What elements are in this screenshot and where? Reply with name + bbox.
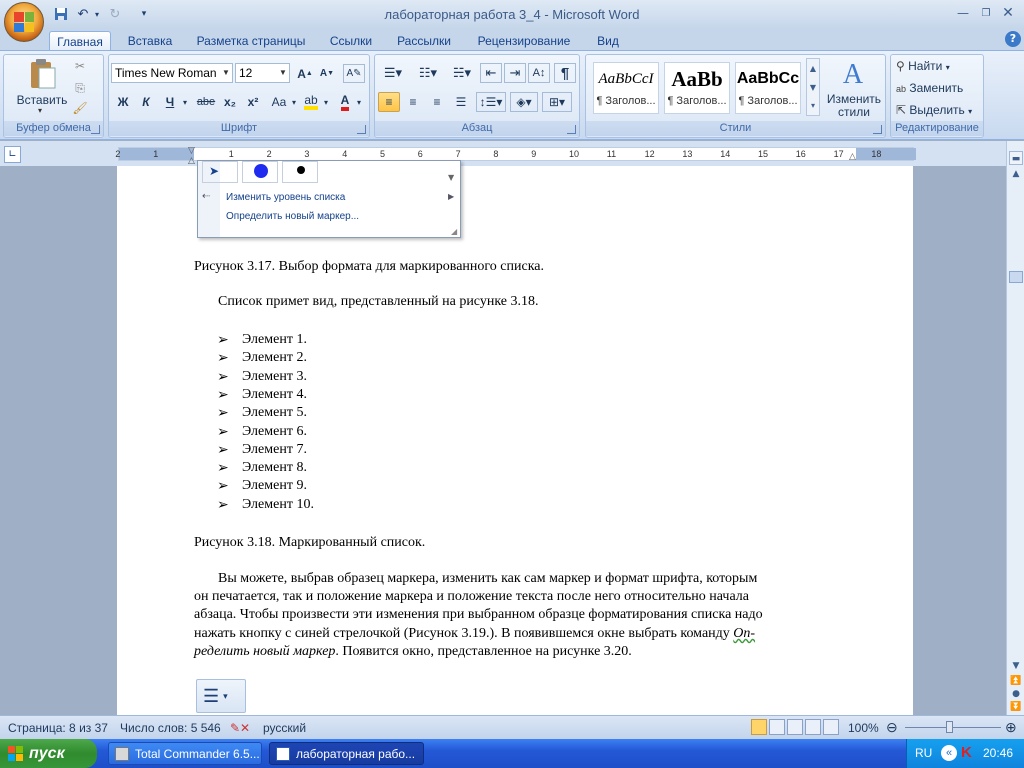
gallery-more-icon[interactable]: ▼	[448, 173, 455, 182]
subscript-button[interactable]: x₂	[223, 95, 236, 109]
ruler-tick-label: 17	[833, 149, 844, 159]
paragraph-line: абзаца. Чтобы произвести эти изменения при выбранном образце форматирования списка надо	[194, 607, 763, 622]
style-gallery-item[interactable]	[593, 62, 659, 114]
undo-dropdown-icon[interactable]: ▾	[94, 9, 99, 19]
borders-icon[interactable]: ⊞▾	[542, 92, 572, 112]
font-size-combo[interactable]	[235, 63, 290, 83]
zoom-in-icon[interactable]: ⊕	[1005, 719, 1017, 735]
office-logo-icon	[14, 12, 34, 32]
ruler-tick-label: 1	[228, 149, 234, 159]
black-dot-bullet-option[interactable]	[282, 161, 318, 183]
bullet-marker-icon: ➢	[217, 386, 229, 403]
list-item: Элемент 8.	[242, 460, 307, 476]
paragraph-group-label: Абзац	[375, 121, 579, 136]
ruler-right-margin	[856, 148, 916, 160]
ruler-tick-label: 2	[115, 149, 121, 159]
font-group-label: Шрифт	[109, 121, 369, 136]
paste-icon[interactable]	[28, 58, 58, 90]
next-page-icon[interactable]: ⏬	[1010, 702, 1022, 712]
arrow-bullet-option[interactable]: ➤	[202, 161, 238, 183]
bold-button[interactable]: Ж	[117, 95, 129, 109]
copy-icon[interactable]: ⎘	[75, 80, 85, 95]
save-icon[interactable]	[52, 5, 70, 23]
paragraph-text: . Появится окно, представленное на рисунке 3.20.	[335, 644, 632, 659]
grow-font-icon[interactable]: A ▲	[297, 66, 313, 81]
customize-qat-icon[interactable]: ▾	[141, 9, 147, 19]
scroll-up-icon[interactable]: ▲	[1012, 169, 1020, 179]
ruler-tick-label: 9	[531, 149, 537, 159]
change-list-level-item[interactable]: Изменить уровень списка	[226, 192, 346, 203]
font-color-icon[interactable]: A	[335, 92, 355, 112]
decrease-indent-icon[interactable]: ⇤	[480, 63, 502, 83]
style-sample: AaBb	[671, 67, 723, 91]
ruler-tick-label: 2	[266, 149, 272, 159]
find-button[interactable]	[896, 56, 950, 76]
show-formatting-icon[interactable]: ¶	[554, 63, 576, 83]
chevron-down-icon: ▾	[968, 107, 973, 116]
ruler-tick-label: 10	[569, 149, 580, 159]
total-commander-icon	[115, 747, 129, 761]
list-item: Элемент 1.	[242, 332, 307, 347]
kaspersky-icon[interactable]: K	[961, 744, 972, 761]
list-item: Элемент 7.	[242, 441, 307, 457]
page-count-status[interactable]: Страница: 8 из 37	[8, 721, 108, 735]
shrink-font-icon[interactable]: A ▼	[319, 68, 335, 79]
paragraph-line	[194, 643, 632, 661]
highlight-dropdown-icon[interactable]: ▾	[323, 97, 328, 107]
zoom-slider-thumb[interactable]	[946, 721, 953, 733]
scroll-down-icon[interactable]: ▼	[1012, 661, 1020, 671]
full-screen-reading-view-icon[interactable]	[769, 719, 785, 735]
change-styles-icon[interactable]: A	[842, 59, 864, 90]
ruler-tick-label: 5	[380, 149, 386, 159]
dialog-launcher-icon[interactable]	[357, 125, 366, 134]
taskbar-item-word[interactable]	[269, 742, 424, 765]
ruler-tick-label: 15	[758, 149, 769, 159]
style-sample: AaBbCc	[736, 70, 800, 87]
bullet-marker-icon: ➢	[217, 478, 229, 495]
font-name-value: Times New Roman	[115, 66, 217, 80]
select-label: Выделить	[909, 103, 965, 117]
tab-references[interactable]: Ссылки	[329, 34, 373, 48]
shading-icon[interactable]: ◈▾	[510, 92, 538, 112]
font-size-value: 12	[239, 66, 253, 80]
change-styles-label-2: стили	[838, 105, 870, 119]
bullet-marker-icon: ➢	[217, 332, 229, 348]
chevron-down-icon[interactable]: ▼	[222, 68, 230, 77]
vertical-scrollbar[interactable]	[1006, 141, 1024, 715]
find-label: Найти	[908, 59, 943, 73]
redo-icon[interactable]: ↻	[109, 6, 121, 22]
language-status[interactable]: русский	[263, 721, 307, 735]
system-tray	[906, 739, 1024, 768]
font-color-dropdown-icon[interactable]: ▾	[356, 97, 361, 107]
highlight-icon[interactable]: ab	[300, 92, 322, 112]
ruler-tick-label: 12	[644, 149, 655, 159]
windows-flag-icon	[8, 746, 23, 761]
minimize-button[interactable]: —	[957, 6, 969, 20]
window-title: лабораторная работа 3_4 - Microsoft Word	[384, 7, 640, 22]
proofing-icon[interactable]: ✎✕	[230, 721, 251, 735]
style-gallery-item[interactable]	[664, 62, 730, 114]
ruler-tick-label: 13	[682, 149, 693, 159]
list-item: Элемент 2.	[242, 350, 307, 366]
tab-insert[interactable]: Вставка	[127, 34, 173, 48]
ruler-tick-label: 16	[795, 149, 806, 159]
bullet-marker-icon: ➢	[217, 350, 229, 367]
ruler-tick-label: 3	[304, 149, 310, 159]
paragraph-line	[194, 625, 755, 643]
align-right-icon[interactable]: ≡	[433, 95, 441, 109]
print-layout-view-icon[interactable]	[751, 719, 767, 735]
paste-dropdown-icon[interactable]: ▾	[38, 106, 43, 115]
ruler-tick-label: 14	[720, 149, 731, 159]
change-styles-label: Изменить	[826, 92, 882, 106]
intro-paragraph: Список примет вид, представленный на рисунке 3.18.	[218, 294, 539, 309]
bullet-marker-icon: ➢	[217, 496, 229, 513]
clock: 20:46	[983, 746, 1014, 760]
zoom-out-icon[interactable]: ⊖	[886, 719, 898, 735]
list-item: Элемент 5.	[242, 405, 307, 421]
tab-view[interactable]: Вид	[597, 34, 619, 48]
paragraph-text: нажать кнопку с синей стрелочкой (Рисунок 3.19.). В появившемся окне выбрать команду	[194, 626, 734, 641]
figure-caption-318: Рисунок 3.18. Маркированный список.	[194, 535, 426, 550]
list-item: Элемент 6.	[242, 423, 307, 439]
office-button[interactable]	[4, 2, 44, 42]
document-page[interactable]	[117, 166, 913, 715]
paragraph-line: Вы можете, выбрав образец маркера, изменить как сам маркер и формат шрифта, которым	[218, 571, 758, 586]
outline-view-icon[interactable]	[805, 719, 821, 735]
paragraph-line: он печатается, так и положение маркера и положение текста после него относительно начала	[194, 589, 749, 604]
tray-expand-icon[interactable]: «	[941, 745, 957, 761]
taskbar-item-total-commander[interactable]	[108, 742, 262, 765]
web-layout-view-icon[interactable]	[787, 719, 803, 735]
horizontal-ruler[interactable]	[115, 147, 914, 161]
dialog-launcher-icon[interactable]	[91, 125, 100, 134]
select-button[interactable]	[896, 100, 972, 120]
change-case-button[interactable]: Aa	[271, 95, 287, 109]
word-document-icon	[276, 747, 290, 761]
italic-command-text: Оп-	[733, 626, 756, 641]
language-indicator[interactable]: RU	[915, 746, 933, 760]
sort-icon[interactable]: A↕	[528, 63, 550, 83]
ruler-tick-label: 11	[606, 149, 617, 159]
list-level-icon: ⇠	[202, 191, 211, 202]
style-name: ¶ Заголов...	[738, 95, 798, 107]
ruler-tick-label: 8	[493, 149, 499, 159]
bullet-marker-icon: ➢	[217, 405, 229, 422]
paste-button-label[interactable]: Вставить	[16, 93, 68, 107]
status-bar	[0, 715, 1024, 739]
tab-mailings[interactable]: Рассылки	[397, 34, 451, 48]
define-new-bullet-item[interactable]: Определить новый маркер...	[226, 211, 360, 222]
list-item: Элемент 4.	[242, 386, 307, 402]
first-line-indent-marker[interactable]: ▽	[188, 146, 195, 156]
dialog-launcher-icon[interactable]	[873, 125, 882, 134]
previous-page-icon[interactable]: ⏫	[1010, 676, 1022, 686]
tab-page-layout[interactable]: Разметка страницы	[196, 34, 306, 48]
replace-button[interactable]	[896, 78, 963, 98]
scroll-down-icon[interactable]: ▼	[809, 83, 817, 92]
change-styles-button[interactable]	[822, 93, 886, 119]
start-button[interactable]	[0, 739, 97, 768]
strikethrough-button[interactable]: abe	[196, 96, 216, 108]
resize-grip-icon[interactable]: ◢	[451, 227, 458, 236]
undo-icon[interactable]: ↶	[77, 6, 89, 22]
figure-caption-317: Рисунок 3.17. Выбор формата для маркированного списка.	[194, 259, 544, 274]
ruler-tick-label: 4	[342, 149, 348, 159]
chevron-down-icon: ▾	[945, 63, 950, 72]
underline-button[interactable]: Ч	[165, 95, 175, 109]
clipboard-group-label: Буфер обмена	[4, 121, 103, 136]
change-case-dropdown-icon[interactable]: ▾	[291, 97, 296, 107]
multilevel-list-icon[interactable]: ☵▾	[452, 65, 472, 80]
submenu-arrow-icon: ▶	[448, 192, 455, 201]
align-left-icon[interactable]: ≡	[378, 92, 400, 112]
more-styles-icon[interactable]: ▾	[810, 101, 815, 110]
hanging-indent-marker[interactable]: △	[188, 156, 195, 166]
draft-view-icon[interactable]	[823, 719, 839, 735]
font-name-combo[interactable]	[111, 63, 233, 83]
bullet-library-popup	[197, 160, 461, 238]
justify-icon[interactable]: ☰	[455, 95, 467, 109]
italic-command-text: ределить новый маркер	[194, 644, 336, 659]
bullet-marker-icon: ➢	[217, 460, 229, 477]
chevron-down-icon[interactable]: ▼	[279, 68, 287, 77]
cut-icon[interactable]: ✂	[74, 59, 86, 73]
bullets-button-screenshot: ☰ ▾	[196, 679, 246, 713]
start-label: пуск	[29, 744, 65, 762]
taskbar-item-label: лабораторная рабо...	[296, 747, 416, 761]
ruler-tick-label: 7	[455, 149, 461, 159]
bullet-marker-icon: ➢	[217, 423, 229, 440]
list-item: Элемент 9.	[242, 478, 307, 494]
styles-group-label: Стили	[586, 121, 885, 136]
ruler-tick-label: 6	[417, 149, 423, 159]
numbering-icon[interactable]: ☷▾	[418, 65, 438, 80]
replace-icon: ab	[896, 84, 907, 94]
zoom-slider-track[interactable]	[905, 727, 1001, 728]
align-center-icon[interactable]: ≡	[409, 95, 417, 109]
word-count-status[interactable]: Число слов: 5 546	[120, 721, 221, 735]
style-gallery-item[interactable]	[735, 62, 801, 114]
tab-review[interactable]: Рецензирование	[477, 34, 571, 48]
scroll-thumb[interactable]	[1009, 271, 1023, 283]
replace-label: Заменить	[909, 81, 964, 95]
zoom-level[interactable]: 100%	[848, 721, 879, 735]
help-icon[interactable]: ?	[1005, 31, 1021, 47]
style-name: ¶ Заголов...	[596, 95, 656, 107]
bullet-marker-icon: ➢	[217, 441, 229, 458]
ruler-tick-label: 18	[871, 149, 882, 159]
scroll-up-icon[interactable]: ▲	[809, 64, 817, 73]
underline-dropdown-icon[interactable]: ▾	[182, 97, 187, 107]
style-sample: AaBbCcI	[598, 71, 654, 87]
select-browse-object-icon[interactable]: ●	[1012, 689, 1020, 699]
italic-button[interactable]: К	[142, 95, 150, 109]
ruler-tick-label: 1	[153, 149, 159, 159]
superscript-button[interactable]: x²	[247, 95, 259, 109]
close-button[interactable]: ✕	[1002, 5, 1014, 21]
format-painter-icon[interactable]: 🖌	[72, 101, 88, 115]
bullets-icon[interactable]: ☰▾	[383, 65, 403, 80]
restore-button[interactable]: ❐	[981, 7, 991, 19]
right-indent-marker[interactable]: △	[849, 152, 856, 162]
split-handle-icon[interactable]: ▬	[1009, 151, 1023, 165]
line-spacing-icon[interactable]: ↕☰▾	[476, 92, 506, 112]
style-gallery-scroll[interactable]	[806, 58, 820, 116]
style-name: ¶ Заголов...	[667, 95, 727, 107]
increase-indent-icon[interactable]: ⇥	[504, 63, 526, 83]
dialog-launcher-icon[interactable]	[567, 125, 576, 134]
cursor-icon: ⇱	[896, 103, 907, 117]
editing-group-label: Редактирование	[891, 121, 983, 136]
binoculars-icon: ⚲	[896, 59, 905, 73]
blue-circle-bullet-option[interactable]	[242, 161, 278, 183]
tab-selector-icon[interactable]: ∟	[4, 146, 21, 163]
tab-home[interactable]: Главная	[49, 31, 111, 51]
bullet-marker-icon: ➢	[217, 368, 229, 385]
list-item: Элемент 10.	[242, 496, 314, 512]
taskbar-item-label: Total Commander 6.5...	[135, 747, 260, 761]
clear-formatting-icon[interactable]: A✎	[343, 64, 365, 83]
list-item: Элемент 3.	[242, 368, 307, 384]
